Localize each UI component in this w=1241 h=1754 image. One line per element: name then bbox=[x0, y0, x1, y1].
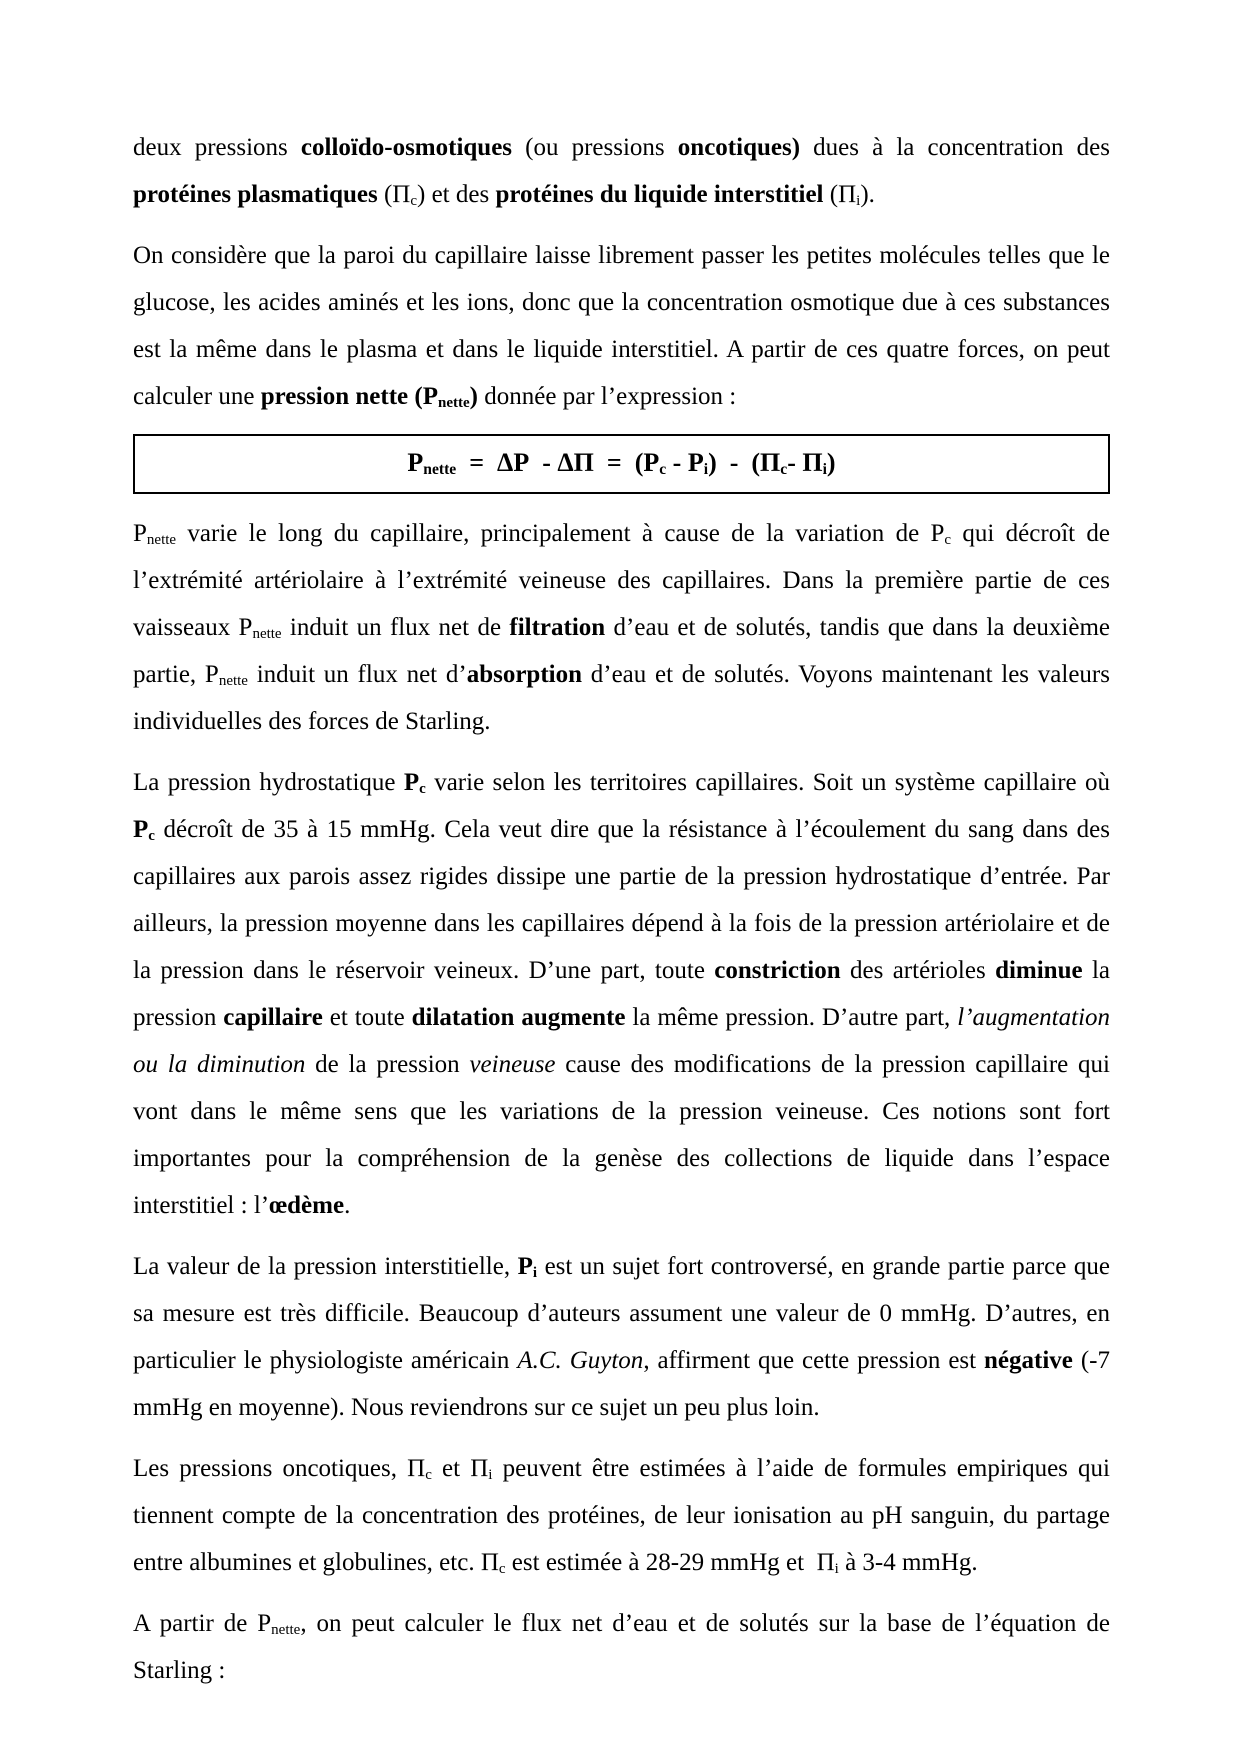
subscript-run: i bbox=[822, 460, 827, 478]
text-run: à 3-4 mmHg. bbox=[838, 1549, 978, 1576]
equation-pnette bbox=[133, 434, 1110, 494]
text-run: absorption bbox=[466, 661, 582, 688]
text-run: varie selon les territoires capillaires. Soit un système capillaire où bbox=[425, 769, 1110, 796]
text-run: On considère que la paroi du capillaire laisse librement passer les petites molécules telles que le glucose, les acides aminés et les ions, donc que la concentration osmotique due à ces substances est la même dans le plasma et dans le liquide interstitiel. A partir de ces quatre forces, on peut calculer une bbox=[133, 242, 1110, 410]
text-run: protéines du liquide interstitiel bbox=[495, 181, 824, 208]
text-run: oncotiques) bbox=[677, 134, 801, 161]
subscript-run: nette bbox=[218, 672, 248, 689]
text-run: dues à la concentration des bbox=[800, 134, 1110, 161]
text-run: ) bbox=[469, 383, 478, 410]
text-run: filtration bbox=[509, 614, 606, 641]
subscript-run: i bbox=[488, 1466, 493, 1483]
text-run: , affirment que cette pression est bbox=[643, 1347, 985, 1374]
subscript-run: nette bbox=[146, 531, 177, 548]
subscript-run: c bbox=[498, 1560, 506, 1577]
subscript-run: nette bbox=[252, 625, 282, 642]
text-run: P bbox=[133, 816, 149, 843]
text-run: est un sujet fort controversé, en grande partie parce que sa mesure est très difficile. Beaucoup d’auteurs assument une valeur de 0 mmHg. D’autres, en particulier le physiologiste américain bbox=[133, 1253, 1110, 1374]
subscript-run: i bbox=[834, 1560, 839, 1577]
subscript-run: c bbox=[148, 827, 155, 844]
text-run: ) et des bbox=[417, 181, 496, 208]
text-run: œdème bbox=[269, 1192, 345, 1219]
text-run: diminue bbox=[995, 957, 1083, 984]
subscript-run: i bbox=[856, 192, 861, 209]
text-run: d’eau et de solutés. Voyons maintenant les valeurs individuelles des forces de Starling. bbox=[133, 661, 1110, 735]
text-run: (Π bbox=[823, 181, 857, 208]
text-run: et toute bbox=[322, 1004, 412, 1031]
text-run: la pression bbox=[133, 957, 1110, 1031]
text-run: P bbox=[407, 448, 424, 477]
text-run: - Π bbox=[787, 448, 823, 477]
subscript-run: nette bbox=[423, 460, 457, 478]
text-run: deux pressions bbox=[133, 134, 301, 161]
text-run: dilatation augmente bbox=[411, 1004, 626, 1031]
paragraph-interstitial-pressure bbox=[133, 1243, 1110, 1431]
text-run: varie le long du capillaire, principalement à cause de la variation de P bbox=[176, 520, 945, 547]
text-run: induit un flux net d’ bbox=[247, 661, 467, 688]
text-run: donnée par l’expression : bbox=[477, 383, 737, 410]
text-run: d’eau et de solutés, tandis que dans la deuxième partie, P bbox=[133, 614, 1110, 688]
text-run: cause des modifications de la pression capillaire qui vont dans le même sens que les variations de la pression veineuse. Ces notions sont fort importantes pour la compréhension de la genèse des collections de liquide dans l’espace interstitiel : l’ bbox=[133, 1051, 1110, 1219]
subscript-run: c bbox=[419, 780, 426, 797]
subscript-run: c bbox=[944, 531, 952, 548]
text-run: P bbox=[403, 769, 420, 796]
text-run: induit un flux net de bbox=[281, 614, 510, 641]
subscript-run: nette bbox=[438, 394, 470, 411]
text-run: , on peut calculer le flux net d’eau et de solutés sur la base de l’équation de Starling : bbox=[133, 1610, 1110, 1684]
text-run: décroît de 35 à 15 mmHg. Cela veut dire que la résistance à l’écoulement du sang dans des capillaires aux parois assez rigides dissipe une partie de la pression hydrostatique d’entrée. Par ailleurs, la pression moyenne dans les capillaires dépend à la fois de la pression artériolaire et de la pression dans le réservoir veineux. D’une part, toute bbox=[133, 816, 1110, 984]
subscript-run: c bbox=[659, 460, 667, 478]
text-run: (ou pressions bbox=[512, 134, 678, 161]
paragraph-pnette-variation bbox=[133, 510, 1110, 745]
text-run: l’augmentation ou la diminution bbox=[133, 1004, 1111, 1078]
subscript-run: nette bbox=[271, 1621, 301, 1638]
text-run: = ΔP - ΔΠ = (P bbox=[456, 448, 660, 477]
text-run: capillaire bbox=[223, 1004, 323, 1031]
subscript-run: i bbox=[532, 1264, 538, 1281]
text-run: La valeur de la pression interstitielle, bbox=[133, 1253, 518, 1280]
text-run: P bbox=[133, 520, 147, 547]
text-run: la même pression. D’autre part, bbox=[625, 1004, 958, 1031]
subscript-run: i bbox=[703, 460, 709, 478]
text-run: - P bbox=[666, 448, 704, 477]
text-run: ) bbox=[826, 448, 836, 477]
text-run: A partir de P bbox=[133, 1610, 272, 1637]
paragraph-capillary-wall bbox=[133, 232, 1110, 420]
text-run: peuvent être estimées à l’aide de formules empiriques qui tiennent compte de la concentration des protéines, de leur ionisation au pH sanguin, du partage entre albumines et globulines, etc. Π bbox=[133, 1455, 1110, 1576]
text-run: et Π bbox=[431, 1455, 489, 1482]
text-run: de la pression bbox=[305, 1051, 470, 1078]
text-run: colloïdo-osmotiques bbox=[300, 134, 513, 161]
text-run: pression nette (P bbox=[260, 383, 438, 410]
text-run: constriction bbox=[714, 957, 841, 984]
text-run: qui décroît de l’extrémité artériolaire à l’extrémité veineuse des capillaires. Dans la première partie de ces vaisseaux P bbox=[133, 520, 1110, 641]
document-body bbox=[133, 124, 1110, 1708]
text-run: ) - (Π bbox=[708, 448, 781, 477]
text-run: Les pressions oncotiques, Π bbox=[133, 1455, 426, 1482]
text-run: (-7 mmHg en moyenne). Nous reviendrons sur ce sujet un peu plus loin. bbox=[133, 1347, 1110, 1421]
paragraph-hydrostatic-pressure bbox=[133, 759, 1110, 1229]
text-run: P bbox=[517, 1253, 533, 1280]
text-run: . bbox=[344, 1192, 351, 1219]
text-run: négative bbox=[984, 1347, 1073, 1374]
text-run: est estimée à 28-29 mmHg et Π bbox=[505, 1549, 835, 1576]
text-run: des artérioles bbox=[840, 957, 996, 984]
paragraph-oncotic-pressures bbox=[133, 1445, 1110, 1586]
paragraph-colloido-osmotic bbox=[133, 124, 1110, 218]
subscript-run: c bbox=[780, 460, 788, 478]
text-run: (Π bbox=[377, 181, 411, 208]
text-run: ). bbox=[860, 181, 875, 208]
paragraph-starling-equation-intro bbox=[133, 1600, 1110, 1694]
text-run: protéines plasmatiques bbox=[133, 181, 378, 208]
subscript-run: c bbox=[410, 192, 418, 209]
text-run: A.C. Guyton bbox=[517, 1347, 644, 1374]
subscript-run: c bbox=[425, 1466, 432, 1483]
text-run: veineuse bbox=[469, 1051, 556, 1078]
text-run: La pression hydrostatique bbox=[133, 769, 404, 796]
